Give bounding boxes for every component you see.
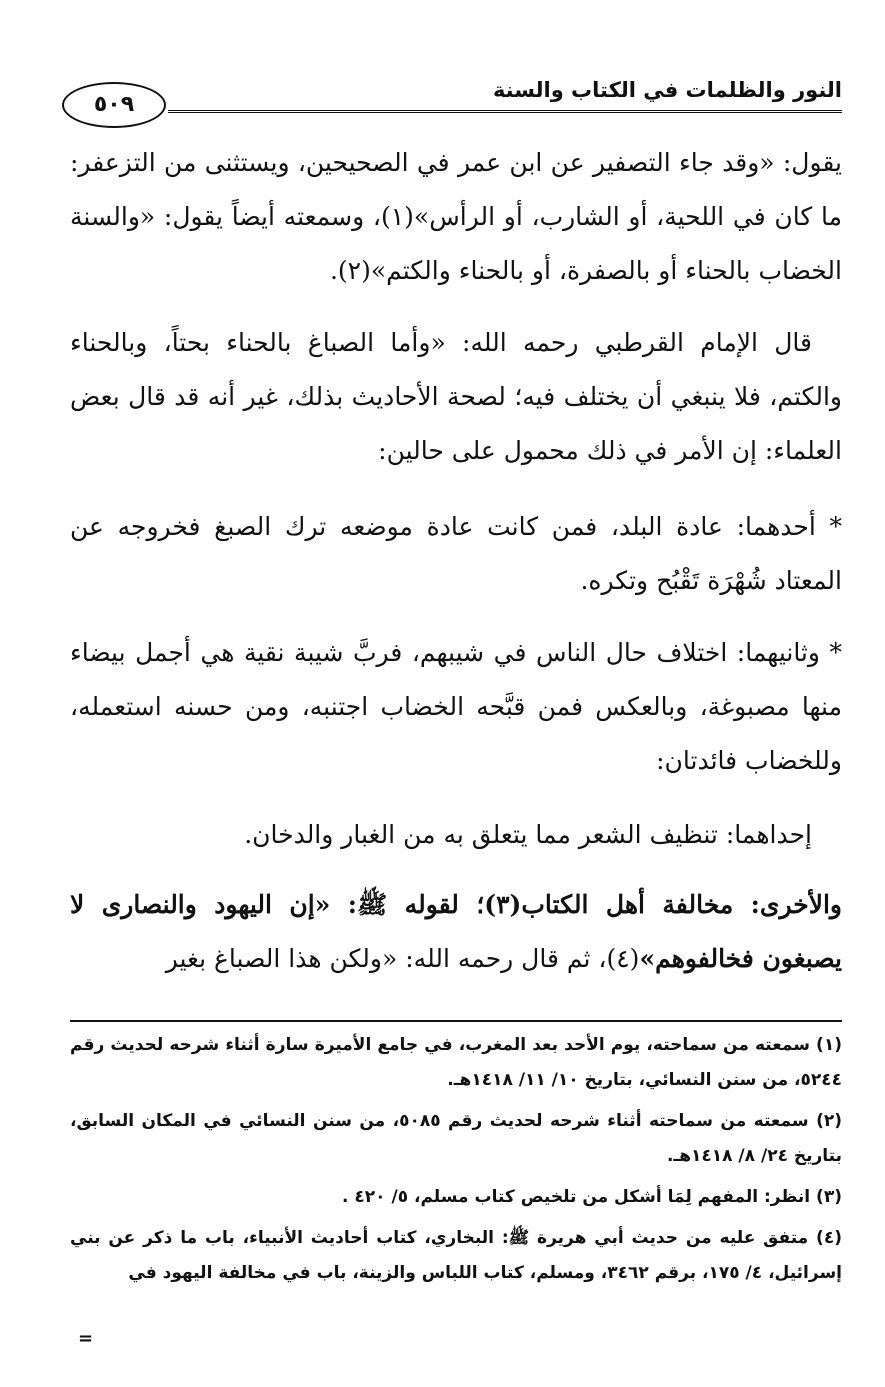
- paragraph-5: [70, 808, 842, 862]
- footnote-continuation-mark: =: [78, 1328, 94, 1349]
- footnote-3: (٣) انظر: المفهم لِمَا أشكل من تلخيص كتاب مسلم، ٥/ ٤٢٠ .: [342, 1187, 842, 1207]
- paragraph-6: [70, 878, 842, 986]
- footnotes: [70, 1028, 842, 1297]
- paragraph-1: [70, 136, 842, 298]
- footnote-2: (٢) سمعته من سماحته أثناء شرحه لحديث رقم ٥٠٨٥، من سنن النسائي في المكان السابق، بتاريخ ٢٤/ ٨/ ١٤١٨هـ.: [70, 1111, 843, 1166]
- paragraph-5-text: إحداهما: تنظيف الشعر مما يتعلق به من الغبار والدخان.: [244, 820, 812, 849]
- paragraph-3-text: * أحدهما: عادة البلد، فمن كانت عادة موضعه ترك الصبغ فخروجه عن المعتاد شُهْرَة تَقْبُح وتكره.: [70, 512, 842, 595]
- hadith-quote: «إن اليهود والنصارى لا يصبغون فخالفوهم»: [70, 890, 842, 973]
- paragraph-4-text: * وثانيهما: اختلاف حال الناس في شيبهم، فربَّ شيبة نقية هي أجمل بيضاء منها مصبوغة، وبالعكس فمن قبَّحه الخضاب اجتنبه، ومن حسنه استعمله، وللخضاب فائدتان:: [70, 638, 842, 775]
- footnote-4: (٤) متفق عليه من حديث أبي هريرة ﷺ: البخاري، كتاب أحاديث الأنبياء، باب ما ذكر عن بني إسرائيل، ٤/ ١٧٥، برقم ٣٤٦٢، ومسلم، كتاب اللباس والزينة، باب في مخالفة اليهود في: [70, 1228, 842, 1283]
- paragraph-2-text: قال الإمام القرطبي رحمه الله: «وأما الصباغ بالحناء بحتاً، وبالحناء والكتم، فلا ينبغي أن يختلف فيه؛ لصحة الأحاديث بذلك، غير أنه قد قال بعض العلماء: إن الأمر في ذلك محمول على حالين:: [70, 328, 842, 465]
- page-number: ٥٠٩: [62, 82, 166, 128]
- running-title: النور والظلمات في الكتاب والسنة: [492, 78, 842, 102]
- footnote-separator: [70, 1020, 842, 1022]
- paragraph-6-text: [70, 878, 842, 986]
- paragraph-4: [70, 626, 842, 788]
- paragraph-6-tail: (٤)، ثم قال رحمه الله: «ولكن هذا الصباغ بغير: [165, 944, 640, 973]
- paragraph-6-lead: والأخرى: مخالفة أهل الكتاب(٣)؛ لقوله ﷺ:: [330, 890, 842, 919]
- paragraph-1-text: يقول: «وقد جاء التصفير عن ابن عمر في الصحيحين، ويستثنى من التزعفر: ما كان في اللحية، أو الشارب، أو الرأس»(١)، وسمعته أيضاً يقول: «والسنة الخضاب بالحناء أو بالصفرة، أو بالحناء والكتم»(٢).: [70, 148, 842, 285]
- footnote-1: (١) سمعته من سماحته، يوم الأحد بعد المغرب، في جامع الأميرة سارة أثناء شرحه لحديث رقم ٥٢٤٤، من سنن النسائي، بتاريخ ١٠/ ١١/ ١٤١٨هـ.: [70, 1035, 842, 1090]
- header-rule: [168, 110, 842, 113]
- paragraph-2: [70, 316, 842, 478]
- page-header: [62, 72, 842, 132]
- paragraph-3: [70, 500, 842, 608]
